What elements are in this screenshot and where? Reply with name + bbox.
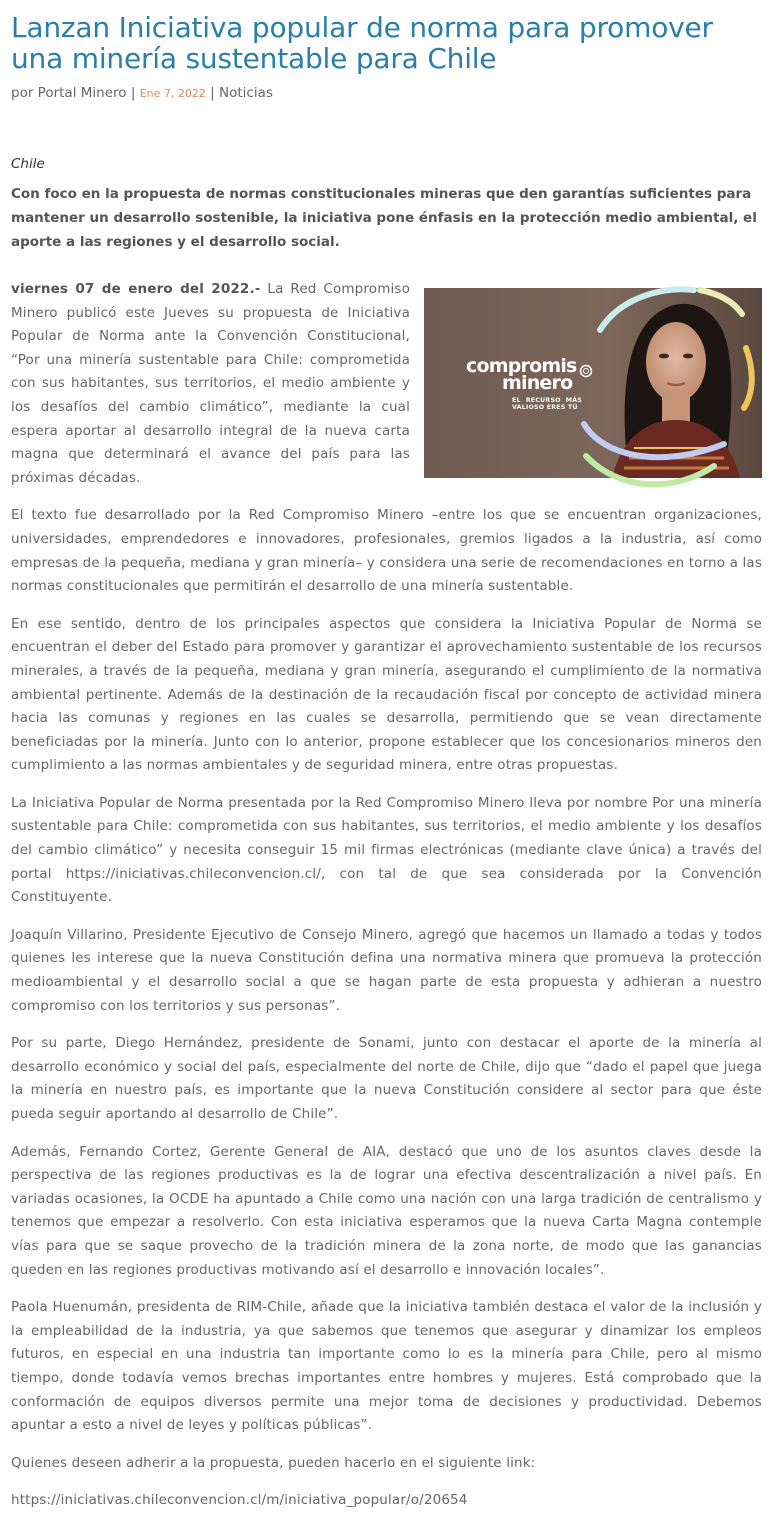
brand-wordmark xyxy=(466,355,577,394)
paragraph-4: La Iniciativa Popular de Norma presentada por la Red Compromiso Minero lleva por nombre Por una minería sustentable para Chile: comprometida con sus habitantes, sus territorios, el medio ambiente y los desafíos del cambio climático” y necesita conseguir 15 mil firmas electrónicas (mediante clave única) a través del portal https://iniciativas.chileconvencion.cl/, con tal de que sea considerada por la Convención Constituyente. xyxy=(11,794,762,906)
article xyxy=(11,0,762,1527)
meta-separator: | xyxy=(210,85,215,101)
post-date: Ene 7, 2022 xyxy=(139,87,206,100)
paragraph-1-text: La Red Compromiso Minero publicó este Jueves su propuesta de Iniciativa Popular de Norma ante la Convención Constitucional, “Por una minería sustentable para Chile: comprometida con sus habitantes, sus territorios, el medio ambiente y los desafíos del cambio climático”, mediante la cual espera aportar al desarrollo integral de la nueva carta magna que determinará el avance del país para las próximas décadas. xyxy=(11,281,410,486)
paragraph-2: El texto fue desarrollado por la Red Compromiso Minero –entre los que se encuentran organizaciones, universidades, emprendedores e innovadores, profesionales, gremios ligados a la industria, así como empresas de la pequeña, mediana y gran minería– y considera una serie de recomendaciones en torno a las normas constitucionales que permitirán el desarrollo de una minería sustentable. xyxy=(11,507,762,595)
brand-line-1: compromis xyxy=(466,355,577,377)
paragraph-9: Quienes deseen adherir a la propuesta, pueden hacerlo en el siguiente link: xyxy=(11,1454,536,1471)
paragraph-date: viernes 07 de enero del 2022.- xyxy=(11,281,261,297)
paragraph-6: Por su parte, Diego Hernández, presidente de Sonami, junto con destacar el aporte de la minería al desarrollo económico y social del país, especialmente del norte de Chile, dijo que “dado el papel que juega la minería en nuestro país, es importante que la nueva Constitución considere al sector para que éste pueda seguir aportando al desarrollo de Chile”. xyxy=(11,1035,762,1122)
paragraph-5: Joaquín Villarino, Presidente Ejecutivo de Consejo Minero, agregó que hacemos un llamado a todas y todos quienes les interese que la nueva Constitución defina una normativa minera que promueva la protección medioambiental y el desarrollo social a que se hagan parte de esta propuesta y adhieran a nuestro compromiso con los territorios y sus personas”. xyxy=(11,926,762,1014)
brand-line-2: minero xyxy=(502,372,573,394)
paragraph-7: Además, Fernando Cortez, Gerente General de AIA, destacó que uno de los asuntos claves desde la perspectiva de las regiones productivas es la de lograr una efectiva descentralización a nivel país. En variadas ocasiones, la OCDE ha apuntado a Chile como una nación con una larga tradición de centralismo y tenemos que empezar a resolverlo. Con esta iniciativa esperamos que la nueva Carta Magna contemple vías para que se saque provecho de la tradición minera de la zona norte, de modo que las ganancias queden en las regiones productivas motivando así el desarrollo e innovación locales”. xyxy=(11,1143,762,1278)
article-image xyxy=(424,288,762,478)
author-link[interactable]: por Portal Minero xyxy=(11,85,127,101)
brand-tagline: EL RECURSO MÁS VALIOSO ERES TÚ xyxy=(512,397,582,411)
initiative-link[interactable]: https://iniciativas.chileconvencion.cl/m/iniciativa_popular/o/20654 xyxy=(11,1492,468,1509)
article-body xyxy=(11,278,762,1513)
article-lead: Con foco en la propuesta de normas constitucionales mineras que den garantías suficientes para mantener un desarrollo sostenible, la iniciativa pone énfasis en la protección medio ambiental, el aporte a las regiones y el desarrollo social. xyxy=(11,186,757,250)
paragraph-8: Paola Huenumán, presidenta de RIM-Chile, añade que la iniciativa también destaca el valor de la inclusión y la empleabilidad de la industria, ya que sabemos que tenemos que asegurar y dinamizar los empleos futuros, en especial en una industria tan importante como lo es la minería para Chile, pero al mismo tiempo, donde todavía vemos brechas importantes entre hombres y mujeres. Está comprobado que la conformación de equipos diversos permite una mejor toma de decisiones y productividad. Debemos apuntar a esto a nivel de leyes y políticas públicas”. xyxy=(11,1299,762,1434)
category-link[interactable]: Noticias xyxy=(219,85,273,101)
post-meta xyxy=(11,84,762,103)
paragraph-3: En ese sentido, dentro de los principales aspectos que considera la Iniciativa Popular de Norma se encuentran el deber del Estado para promover y garantizar el aprovechamiento sustentable de los recursos minerales, a través de la pequeña, mediana y gran minería, asegurando el cumplimiento de la normativa ambiental pertinente. Además de la destinación de la recaudación fiscal por concepto de actividad minera hacia las comunas y regiones en las cuales se desarrolla, permitiendo que se vean directamente beneficiadas por la minería. Junto con lo anterior, propone establecer que los concesionarios mineros den cumplimiento a las normas ambientales y de seguridad minera, entre otras propuestas. xyxy=(11,615,762,774)
dateline-place: Chile xyxy=(11,156,45,172)
article-title: Lanzan Iniciativa popular de norma para promover una minería sustentable para Chile xyxy=(11,11,713,75)
meta-separator: | xyxy=(130,85,136,101)
